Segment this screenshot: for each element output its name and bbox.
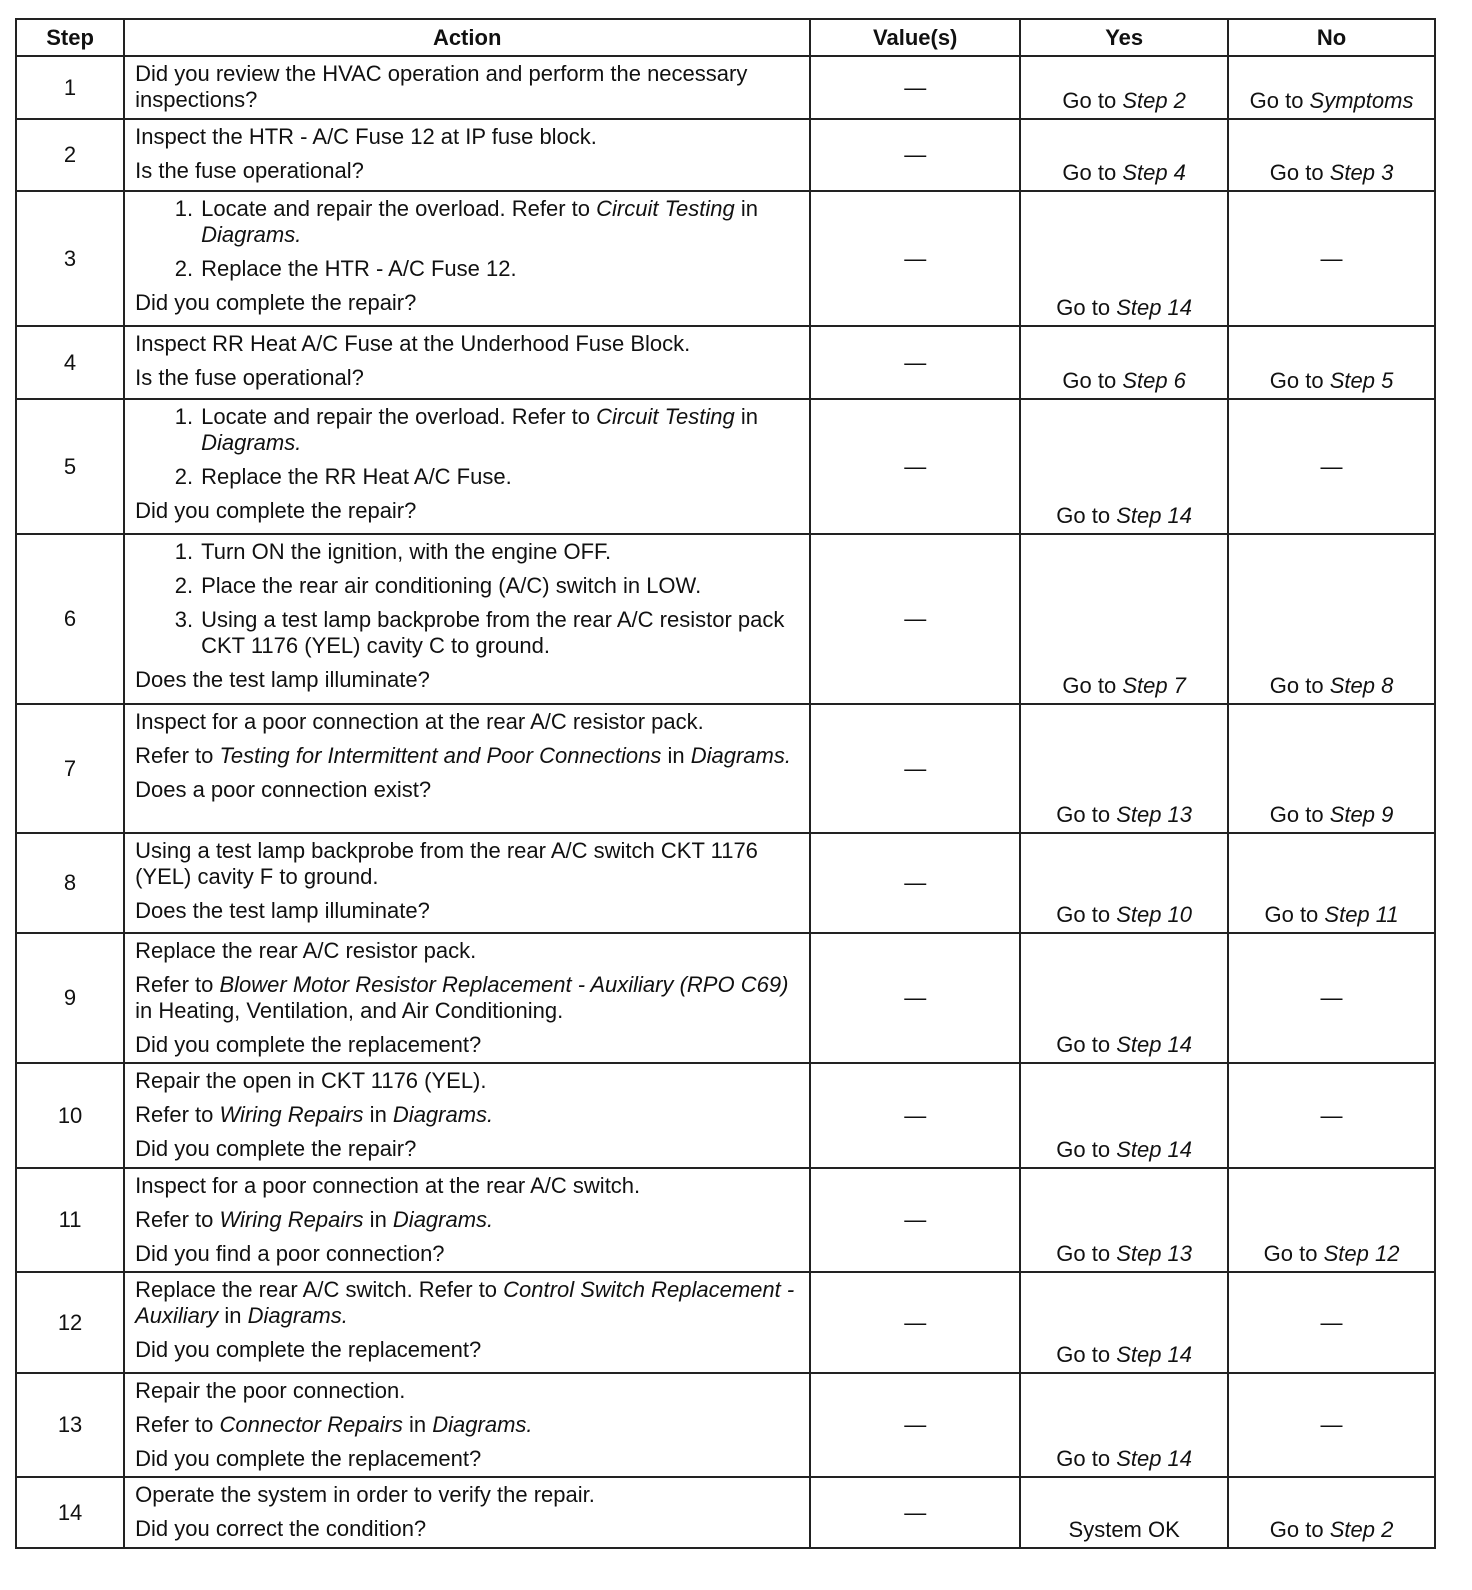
action-cell xyxy=(124,1477,810,1548)
value-cell: — xyxy=(810,1272,1020,1373)
action-paragraph xyxy=(135,898,799,924)
table-row xyxy=(16,833,1435,933)
no-target-step: Step 3 xyxy=(1329,160,1394,185)
action-text: Does a poor connection exist? xyxy=(135,777,432,802)
list-number: 2. xyxy=(174,256,194,281)
header-yes: Yes xyxy=(1020,19,1228,56)
action-cell xyxy=(124,1373,810,1477)
yes-cell xyxy=(1020,1272,1228,1373)
step-number: 7 xyxy=(16,704,124,833)
step-number: 4 xyxy=(16,326,124,399)
yes-target-step: Step 13 xyxy=(1116,802,1193,827)
action-text: Did you complete the replacement? xyxy=(135,1032,482,1057)
no-prefix: Go to xyxy=(1269,160,1330,185)
yes-prefix: Go to xyxy=(1056,1137,1117,1162)
yes-prefix: Go to xyxy=(1062,160,1123,185)
yes-cell xyxy=(1020,704,1228,833)
action-list-item xyxy=(135,573,799,599)
yes-target-step: Step 4 xyxy=(1122,160,1186,185)
action-text: Locate and repair the overload. Refer to xyxy=(201,404,597,429)
action-cell xyxy=(124,833,810,933)
yes-cell xyxy=(1020,1168,1228,1272)
action-paragraph xyxy=(135,290,799,316)
yes-prefix: Go to xyxy=(1062,88,1123,113)
action-paragraph xyxy=(135,1412,799,1438)
yes-target-step: Step 14 xyxy=(1116,1342,1193,1367)
yes-prefix: Go to xyxy=(1056,295,1117,320)
action-text: Replace the rear A/C resistor pack. xyxy=(135,938,477,963)
action-paragraph xyxy=(135,1378,799,1404)
table-row xyxy=(16,704,1435,833)
value-cell: — xyxy=(810,399,1020,534)
value-cell: — xyxy=(810,1373,1020,1477)
action-cell xyxy=(124,534,810,704)
yes-prefix: Go to xyxy=(1056,1032,1117,1057)
no-prefix: Go to xyxy=(1249,88,1310,113)
no-prefix: Go to xyxy=(1264,902,1325,927)
action-text: Refer to xyxy=(135,972,220,997)
action-text: Did you complete the replacement? xyxy=(135,1337,482,1362)
yes-prefix: Go to xyxy=(1056,802,1117,827)
no-cell xyxy=(1228,1168,1435,1272)
no-cell xyxy=(1228,534,1435,704)
yes-prefix: Go to xyxy=(1056,1342,1117,1367)
step-number: 1 xyxy=(16,56,124,119)
yes-cell xyxy=(1020,1477,1228,1548)
step-number: 11 xyxy=(16,1168,124,1272)
action-text: Inspect for a poor connection at the rear A/C switch. xyxy=(135,1173,641,1198)
action-cell xyxy=(124,191,810,326)
yes-target-step: Step 6 xyxy=(1122,368,1186,393)
step-number: 8 xyxy=(16,833,124,933)
action-cell xyxy=(124,1272,810,1373)
action-text: Inspect for a poor connection at the rear A/C resistor pack. xyxy=(135,709,704,734)
yes-prefix: Go to xyxy=(1056,1446,1117,1471)
reference-text: Control Switch Replacement - Auxiliary xyxy=(135,1277,795,1328)
no-prefix: — xyxy=(1320,1412,1343,1437)
list-text xyxy=(201,607,799,659)
action-text: Did you complete the repair? xyxy=(135,1136,417,1161)
no-prefix: Go to xyxy=(1263,1241,1324,1266)
no-prefix: — xyxy=(1320,985,1343,1010)
yes-cell xyxy=(1020,191,1228,326)
table-row xyxy=(16,1477,1435,1548)
reference-text: Circuit Testing xyxy=(596,404,735,429)
yes-target-step: Step 14 xyxy=(1116,295,1193,320)
action-list-item xyxy=(135,256,799,282)
table-row xyxy=(16,326,1435,399)
value-cell: — xyxy=(810,933,1020,1063)
yes-target-step: Step 7 xyxy=(1122,673,1186,698)
action-paragraph xyxy=(135,938,799,964)
action-paragraph xyxy=(135,743,799,769)
yes-target-step: Step 2 xyxy=(1122,88,1186,113)
yes-cell xyxy=(1020,56,1228,119)
action-text: Did you review the HVAC operation and perform the necessary inspections? xyxy=(135,61,748,112)
no-prefix: — xyxy=(1320,453,1343,479)
reference-text: Diagrams. xyxy=(690,743,791,768)
list-number: 2. xyxy=(174,464,194,489)
action-text: Turn ON the ignition, with the engine OFF. xyxy=(201,539,612,564)
action-text: Using a test lamp backprobe from the rear A/C switch CKT 1176 (YEL) cavity F to ground. xyxy=(135,838,758,889)
no-target-step: Symptoms xyxy=(1309,88,1414,113)
yes-prefix: Go to xyxy=(1062,368,1123,393)
yes-cell xyxy=(1020,399,1228,534)
no-cell xyxy=(1228,119,1435,191)
list-text xyxy=(201,573,701,599)
action-text: in Heating, Ventilation, and Air Conditioning. xyxy=(135,998,564,1023)
action-text: Replace the HTR - A/C Fuse 12. xyxy=(201,256,517,281)
action-text: in xyxy=(661,743,691,768)
list-text xyxy=(201,539,611,565)
action-text: Does the test lamp illuminate? xyxy=(135,898,430,923)
value-cell: — xyxy=(810,326,1020,399)
no-target-step: Step 11 xyxy=(1324,902,1399,927)
action-text: Replace the rear A/C switch. Refer to xyxy=(135,1277,504,1302)
value-cell: — xyxy=(810,833,1020,933)
action-paragraph xyxy=(135,1241,799,1267)
reference-text: Blower Motor Resistor Replacement - Auxiliary (RPO C69) xyxy=(219,972,789,997)
no-cell xyxy=(1228,1477,1435,1548)
list-text xyxy=(201,256,516,282)
action-text: Inspect the HTR - A/C Fuse 12 at IP fuse block. xyxy=(135,124,597,149)
action-text: in xyxy=(402,1412,433,1437)
action-text: Refer to xyxy=(135,1207,220,1232)
reference-text: Wiring Repairs xyxy=(219,1102,364,1127)
action-paragraph xyxy=(135,331,799,357)
no-cell xyxy=(1228,191,1435,326)
no-prefix: Go to xyxy=(1269,802,1330,827)
step-number: 10 xyxy=(16,1063,124,1168)
action-list-item xyxy=(135,539,799,565)
yes-prefix: Go to xyxy=(1056,1241,1117,1266)
value-cell: — xyxy=(810,534,1020,704)
step-number: 6 xyxy=(16,534,124,704)
reference-text: Diagrams. xyxy=(392,1207,494,1232)
action-list-item xyxy=(135,464,799,490)
list-number: 2. xyxy=(174,573,194,598)
yes-cell xyxy=(1020,833,1228,933)
action-text: Is the fuse operational? xyxy=(135,158,364,183)
action-text: Operate the system in order to verify the repair. xyxy=(135,1482,595,1507)
action-paragraph xyxy=(135,1136,799,1162)
list-text xyxy=(201,464,512,490)
action-paragraph xyxy=(135,365,799,391)
action-text: in xyxy=(734,196,758,221)
no-target-step: Step 12 xyxy=(1323,1241,1400,1266)
table-row xyxy=(16,933,1435,1063)
table-row xyxy=(16,399,1435,534)
action-text: Did you find a poor connection? xyxy=(135,1241,445,1266)
action-cell xyxy=(124,1168,810,1272)
step-number: 3 xyxy=(16,191,124,326)
yes-prefix: Go to xyxy=(1056,503,1117,528)
action-text: Repair the poor connection. xyxy=(135,1378,406,1403)
yes-target-step: Step 14 xyxy=(1116,1446,1193,1471)
action-text: Did you complete the repair? xyxy=(135,498,417,523)
header-no: No xyxy=(1228,19,1435,56)
action-list-item xyxy=(135,404,799,456)
list-text xyxy=(201,404,799,456)
action-paragraph xyxy=(135,1277,799,1329)
action-text: Replace the RR Heat A/C Fuse. xyxy=(201,464,512,489)
step-number: 5 xyxy=(16,399,124,534)
action-list-item xyxy=(135,607,799,659)
action-text: in xyxy=(218,1303,248,1328)
action-cell xyxy=(124,326,810,399)
action-paragraph xyxy=(135,498,799,524)
action-cell xyxy=(124,1063,810,1168)
no-prefix: Go to xyxy=(1269,673,1330,698)
reference-text: Diagrams. xyxy=(201,430,302,455)
diagnostic-table xyxy=(15,18,1436,1549)
action-cell xyxy=(124,119,810,191)
no-cell xyxy=(1228,1373,1435,1477)
value-cell: — xyxy=(810,56,1020,119)
step-number: 12 xyxy=(16,1272,124,1373)
action-cell xyxy=(124,933,810,1063)
no-prefix: — xyxy=(1320,1309,1343,1335)
reference-text: Wiring Repairs xyxy=(219,1207,364,1232)
yes-cell xyxy=(1020,1063,1228,1168)
action-text: Refer to xyxy=(135,1412,220,1437)
action-paragraph xyxy=(135,158,799,184)
yes-target-step: Step 13 xyxy=(1116,1241,1193,1266)
header-action: Action xyxy=(124,19,810,56)
table-row xyxy=(16,534,1435,704)
table-row xyxy=(16,191,1435,326)
action-paragraph xyxy=(135,1173,799,1199)
step-number: 9 xyxy=(16,933,124,1063)
action-text: Did you correct the condition? xyxy=(135,1516,427,1541)
no-cell xyxy=(1228,326,1435,399)
action-cell xyxy=(124,704,810,833)
no-target-step: Step 8 xyxy=(1329,673,1394,698)
no-cell xyxy=(1228,833,1435,933)
reference-text: Circuit Testing xyxy=(596,196,735,221)
action-text: Locate and repair the overload. Refer to xyxy=(201,196,597,221)
action-paragraph xyxy=(135,838,799,890)
action-paragraph xyxy=(135,1516,799,1542)
table-row xyxy=(16,1063,1435,1168)
header-values: Value(s) xyxy=(810,19,1020,56)
action-text: in xyxy=(363,1102,393,1127)
action-paragraph xyxy=(135,1337,799,1363)
action-paragraph xyxy=(135,667,799,693)
no-prefix: — xyxy=(1320,1102,1343,1128)
action-text: Refer to xyxy=(135,1102,220,1127)
no-cell xyxy=(1228,56,1435,119)
action-paragraph xyxy=(135,1102,799,1128)
action-paragraph xyxy=(135,709,799,735)
yes-cell xyxy=(1020,534,1228,704)
table-row xyxy=(16,1373,1435,1477)
yes-target-step: Step 14 xyxy=(1116,1137,1193,1162)
value-cell: — xyxy=(810,1168,1020,1272)
action-text: Did you complete the replacement? xyxy=(135,1446,482,1471)
action-text: Refer to xyxy=(135,743,220,768)
no-prefix: Go to xyxy=(1269,1517,1330,1542)
action-paragraph xyxy=(135,777,799,803)
value-cell: — xyxy=(810,1477,1020,1548)
step-number: 13 xyxy=(16,1373,124,1477)
action-paragraph xyxy=(135,124,799,150)
action-text: in xyxy=(363,1207,393,1232)
action-paragraph xyxy=(135,972,799,1024)
action-text: Did you complete the repair? xyxy=(135,290,417,315)
no-target-step: Step 5 xyxy=(1329,368,1394,393)
yes-cell xyxy=(1020,326,1228,399)
value-cell: — xyxy=(810,191,1020,326)
reference-text: Diagrams. xyxy=(392,1102,494,1127)
yes-prefix: Go to xyxy=(1062,673,1123,698)
action-text: Using a test lamp backprobe from the rear A/C resistor pack CKT 1176 (YEL) cavity C to ground. xyxy=(201,607,785,658)
yes-prefix: System OK xyxy=(1068,1517,1180,1542)
value-cell: — xyxy=(810,119,1020,191)
no-cell xyxy=(1228,399,1435,534)
action-cell xyxy=(124,56,810,119)
action-text: Does the test lamp illuminate? xyxy=(135,667,430,692)
action-text: Is the fuse operational? xyxy=(135,365,364,390)
no-cell xyxy=(1228,933,1435,1063)
yes-target-step: Step 14 xyxy=(1116,503,1193,528)
action-text: in xyxy=(734,404,758,429)
action-paragraph xyxy=(135,1446,799,1472)
action-text: Inspect RR Heat A/C Fuse at the Underhood Fuse Block. xyxy=(135,331,691,356)
action-paragraph xyxy=(135,1482,799,1508)
action-paragraph xyxy=(135,1032,799,1058)
action-text: Place the rear air conditioning (A/C) switch in LOW. xyxy=(201,573,702,598)
yes-cell xyxy=(1020,933,1228,1063)
value-cell: — xyxy=(810,704,1020,833)
no-cell xyxy=(1228,1063,1435,1168)
no-prefix: Go to xyxy=(1269,368,1330,393)
no-target-step: Step 2 xyxy=(1329,1517,1394,1542)
list-number: 1. xyxy=(174,539,194,564)
list-number: 1. xyxy=(174,196,194,221)
action-text: Repair the open in CKT 1176 (YEL). xyxy=(135,1068,487,1093)
table-row xyxy=(16,56,1435,119)
action-paragraph xyxy=(135,61,799,113)
action-paragraph xyxy=(135,1207,799,1233)
reference-text: Connector Repairs xyxy=(219,1412,403,1437)
reference-text: Testing for Intermittent and Poor Connections xyxy=(219,743,662,768)
action-cell xyxy=(124,399,810,534)
list-number: 1. xyxy=(174,404,194,429)
no-prefix: — xyxy=(1320,245,1343,271)
yes-target-step: Step 10 xyxy=(1116,902,1193,927)
action-list-item xyxy=(135,196,799,248)
yes-prefix: Go to xyxy=(1056,902,1117,927)
step-number: 2 xyxy=(16,119,124,191)
header-row xyxy=(16,19,1435,56)
yes-cell xyxy=(1020,1373,1228,1477)
yes-target-step: Step 14 xyxy=(1116,1032,1193,1057)
table-row xyxy=(16,119,1435,191)
action-paragraph xyxy=(135,1068,799,1094)
value-cell: — xyxy=(810,1063,1020,1168)
reference-text: Diagrams. xyxy=(247,1303,348,1328)
no-target-step: Step 9 xyxy=(1329,802,1394,827)
no-cell xyxy=(1228,704,1435,833)
yes-cell xyxy=(1020,119,1228,191)
no-cell xyxy=(1228,1272,1435,1373)
list-text xyxy=(201,196,799,248)
header-step: Step xyxy=(16,19,124,56)
step-number: 14 xyxy=(16,1477,124,1548)
list-number: 3. xyxy=(174,607,194,632)
table-row xyxy=(16,1168,1435,1272)
reference-text: Diagrams. xyxy=(201,222,302,247)
reference-text: Diagrams. xyxy=(432,1412,533,1437)
table-row xyxy=(16,1272,1435,1373)
